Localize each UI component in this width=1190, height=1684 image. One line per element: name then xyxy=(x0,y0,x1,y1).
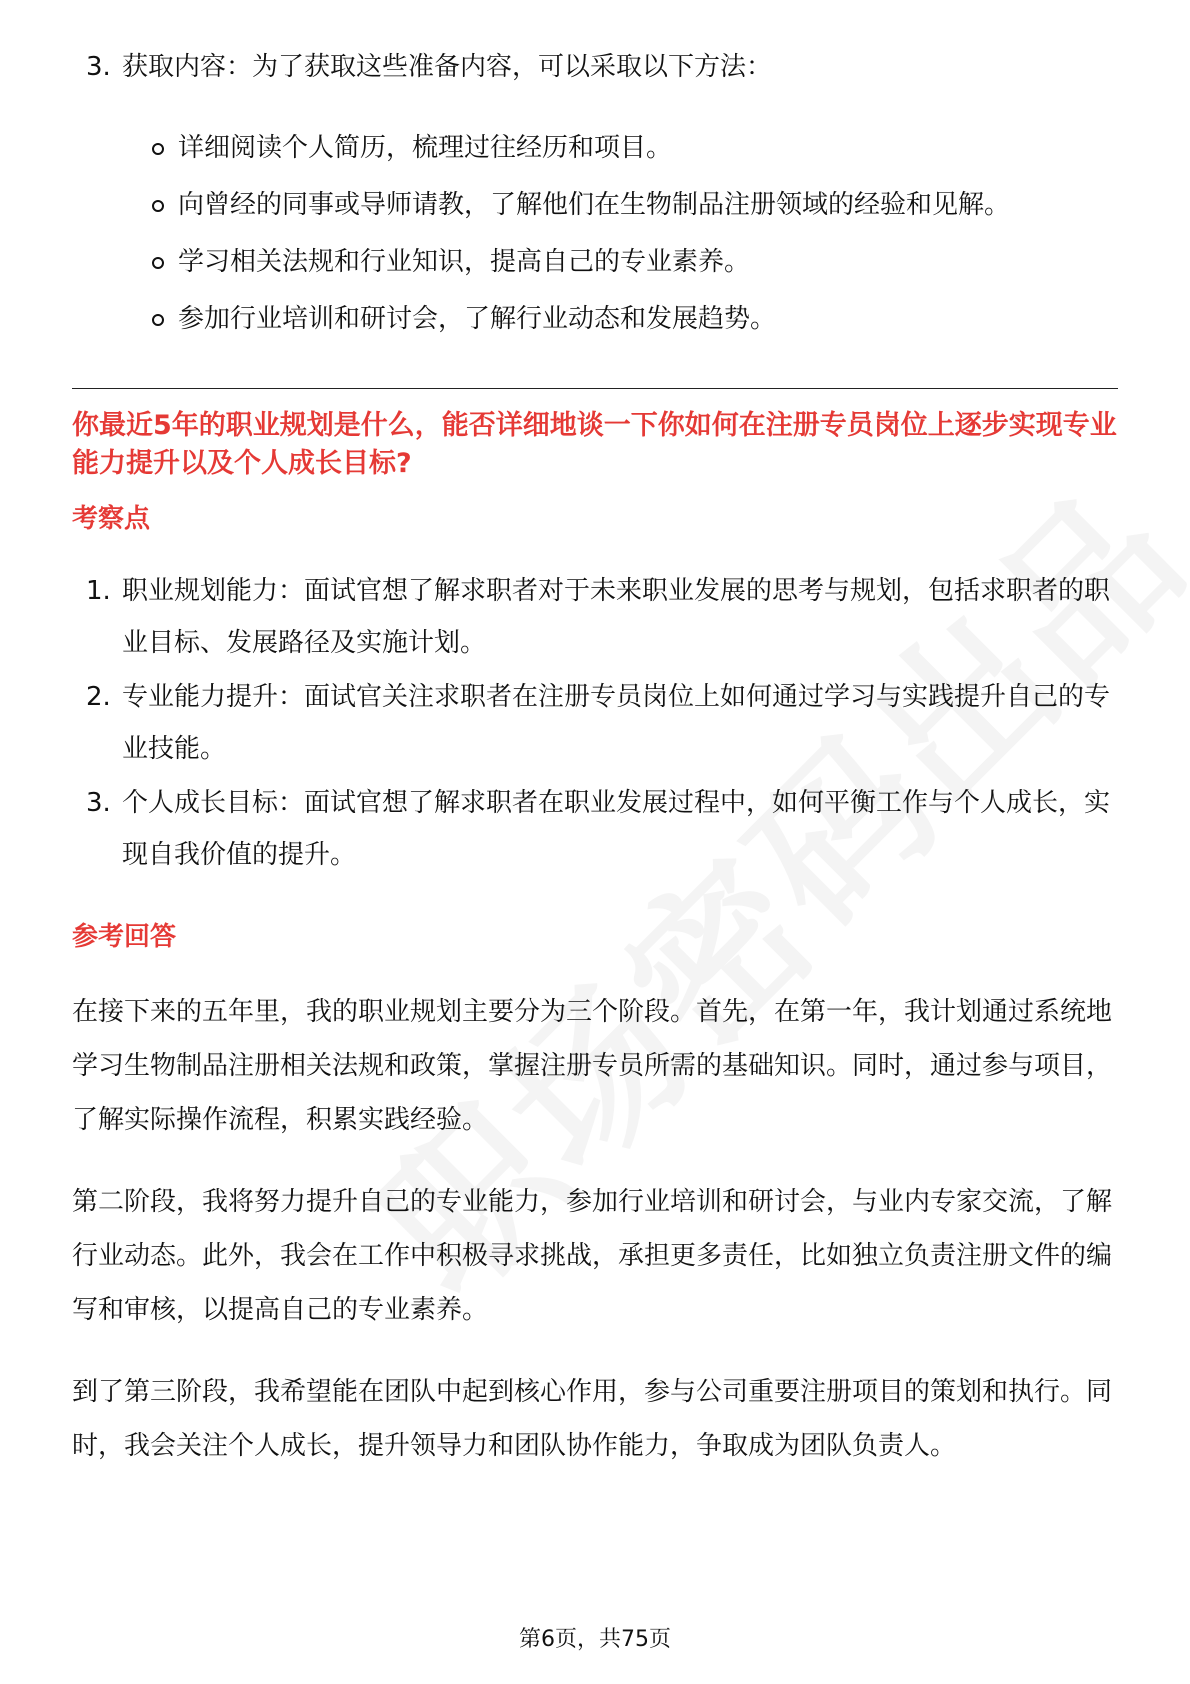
answer-paragraph: 到了第三阶段，我希望能在团队中起到核心作用，参与公司重要注册项目的策划和执行。同时，我会关注个人成长，提升领导力和团队协作能力，争取成为团队负责人。 xyxy=(72,1377,1113,1461)
page-number-footer: 第6页，共75页 xyxy=(519,1627,671,1652)
list-item xyxy=(72,234,1118,291)
list-item-text: 向曾经的同事或导师请教，了解他们在生物制品注册领域的经验和见解。 xyxy=(178,190,1011,220)
answer-heading: 参考回答 xyxy=(72,922,177,952)
list-item-text: 个人成长目标：面试官想了解求职者在职业发展过程中，如何平衡工作与个人成长，实现自我价值的提升。 xyxy=(122,788,1111,870)
bullet-list xyxy=(72,120,1118,348)
list-item xyxy=(72,177,1118,234)
list-item-text: 详细阅读个人简历，梳理过往经历和项目。 xyxy=(178,133,673,163)
document-page xyxy=(72,40,1118,1473)
bullet-circle-icon xyxy=(152,143,164,155)
list-item xyxy=(72,291,1118,348)
item-number: 2. xyxy=(86,682,111,712)
item-number: 1. xyxy=(86,576,111,606)
bullet-circle-icon xyxy=(152,314,164,326)
answer-paragraph: 第二阶段，我将努力提升自己的专业能力，参加行业培训和研讨会，与业内专家交流，了解行业动态。此外，我会在工作中积极寻求挑战，承担更多责任，比如独立负责注册文件的编写和审核，以提高自己的专业素养。 xyxy=(72,1187,1113,1325)
answer-paragraph: 在接下来的五年里，我的职业规划主要分为三个阶段。首先，在第一年，我计划通过系统地学习生物制品注册相关法规和政策，掌握注册专员所需的基础知识。同时，通过参与项目，了解实际操作流程，积累实践经验。 xyxy=(72,997,1113,1135)
item-number: 3. xyxy=(86,788,111,818)
item-text: 获取内容：为了获取这些准备内容，可以采取以下方法： xyxy=(122,52,773,82)
list-item-text: 参加行业培训和研讨会，了解行业动态和发展趋势。 xyxy=(178,304,777,334)
list-item xyxy=(72,671,1118,775)
answer-body xyxy=(72,985,1118,1473)
list-item-text: 专业能力提升：面试官关注求职者在注册专员岗位上如何通过学习与实践提升自己的专业技能。 xyxy=(122,682,1111,764)
list-item-text: 学习相关法规和行业知识，提高自己的专业素养。 xyxy=(178,247,751,277)
bullet-circle-icon xyxy=(152,257,164,269)
assessment-list xyxy=(72,565,1118,881)
bullet-circle-icon xyxy=(152,200,164,212)
list-item-text: 职业规划能力：面试官想了解求职者对于未来职业发展的思考与规划，包括求职者的职业目标、发展路径及实施计划。 xyxy=(122,576,1111,658)
list-item xyxy=(72,777,1118,881)
question-heading: 你最近5年的职业规划是什么，能否详细地谈一下你如何在注册专员岗位上逐步实现专业能力提升以及个人成长目标? xyxy=(72,410,1117,479)
list-item xyxy=(72,565,1118,669)
assessment-heading: 考察点 xyxy=(72,504,151,534)
list-item xyxy=(72,120,1118,177)
item-number: 3. xyxy=(86,52,111,82)
prev-numbered-item xyxy=(72,40,1118,94)
section-divider xyxy=(72,388,1118,389)
